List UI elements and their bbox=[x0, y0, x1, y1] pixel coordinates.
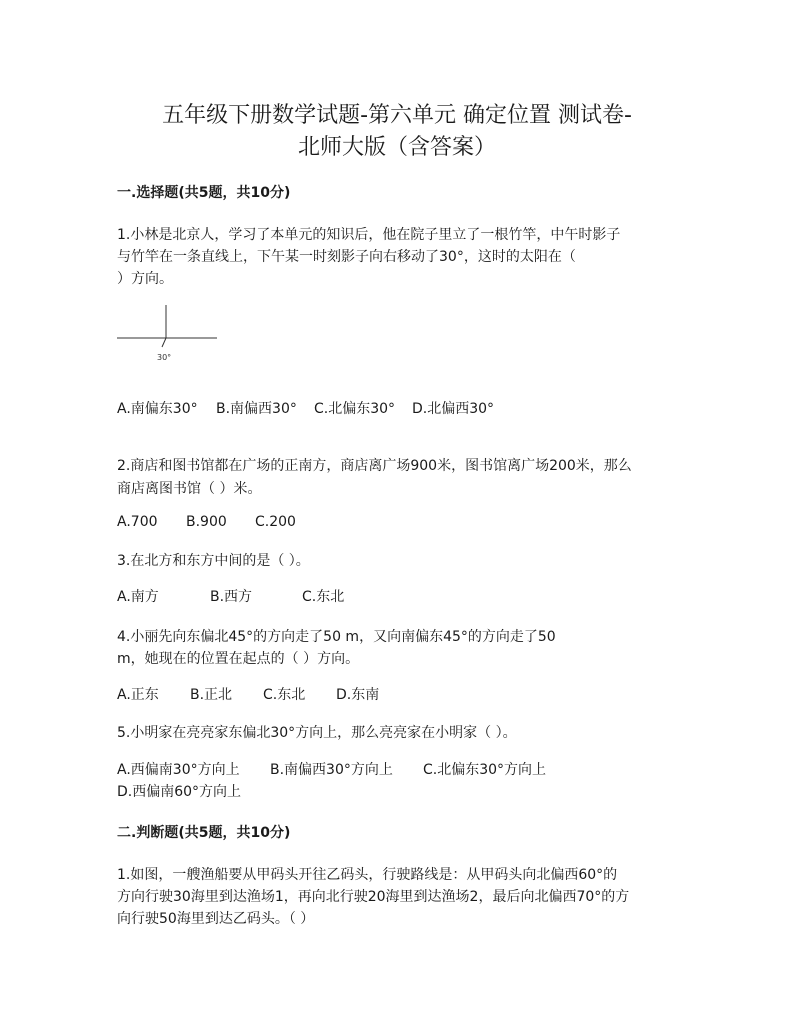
q4-text-line2: m，她现在的位置在起点的（ ）方向。 bbox=[117, 651, 360, 667]
q2-option-b: B.900 bbox=[186, 514, 227, 530]
section-heading-choice: 一.选择题(共5题，共10分) bbox=[117, 185, 291, 201]
shadow-angle-line bbox=[162, 338, 166, 347]
q2-text-line2: 商店离图书馆（ ）米。 bbox=[117, 481, 262, 497]
q4-option-d: D.东南 bbox=[336, 687, 380, 703]
angle-label: 30° bbox=[157, 353, 172, 362]
q1-option-b: B.南偏西30° bbox=[216, 401, 297, 417]
q5-option-c: C.北偏东30°方向上 bbox=[423, 762, 547, 778]
q5-text-line1: 5.小明家在亮亮家东偏北30°方向上，那么亮亮家在小明家（ ）。 bbox=[117, 725, 517, 741]
q2-text-line1: 2.商店和图书馆都在广场的正南方，商店离广场900米，图书馆离广场200米，那么 bbox=[117, 458, 632, 474]
q4-option-a: A.正东 bbox=[117, 687, 159, 703]
q2-option-c: C.200 bbox=[255, 514, 296, 530]
q1-option-c: C.北偏东30° bbox=[314, 401, 396, 417]
q1-shadow-diagram bbox=[117, 305, 219, 367]
page-title-line1: 五年级下册数学试题-第六单元 确定位置 测试卷- bbox=[162, 103, 632, 128]
q4-option-c: C.东北 bbox=[263, 687, 306, 703]
q5-option-b: B.南偏西30°方向上 bbox=[270, 762, 393, 778]
q5-option-d: D.西偏南60°方向上 bbox=[117, 784, 242, 800]
s2-q1-text-line1: 1.如图，一艘渔船要从甲码头开往乙码头，行驶路线是：从甲码头向北偏西60°的 bbox=[117, 867, 618, 883]
q3-text-line1: 3.在北方和东方中间的是（ ）。 bbox=[117, 553, 310, 569]
q2-option-a: A.700 bbox=[117, 514, 158, 530]
q3-option-c: C.东北 bbox=[302, 589, 345, 605]
s2-q1-text-line2: 方向行驶30海里到达渔场1，再向北行驶20海里到达渔场2，最后向北偏西70°的方 bbox=[117, 889, 630, 905]
s2-q1-text-line3: 向行驶50海里到达乙码头。（ ） bbox=[117, 911, 315, 927]
q4-text-line1: 4.小丽先向东偏北45°的方向走了50 m，又向南偏东45°的方向走了50 bbox=[117, 629, 556, 645]
q1-option-a: A.南偏东30° bbox=[117, 401, 198, 417]
page-title-line2: 北师大版（含答案） bbox=[297, 135, 496, 160]
q1-text-line1: 1.小林是北京人，学习了本单元的知识后，他在院子里立了一根竹竿，中午时影子 bbox=[117, 227, 621, 243]
q3-option-b: B.西方 bbox=[210, 589, 253, 605]
q1-text-line2: 与竹竿在一条直线上，下午某一时刻影子向右移动了30°，这时的太阳在（ bbox=[117, 249, 576, 265]
q3-option-a: A.南方 bbox=[117, 589, 159, 605]
q5-option-a: A.西偏南30°方向上 bbox=[117, 762, 240, 778]
q4-option-b: B.正北 bbox=[190, 687, 233, 703]
section-heading-judgement: 二.判断题(共5题，共10分) bbox=[117, 825, 291, 841]
q1-text-line3: ）方向。 bbox=[117, 271, 173, 287]
q1-option-d: D.北偏西30° bbox=[412, 401, 495, 417]
